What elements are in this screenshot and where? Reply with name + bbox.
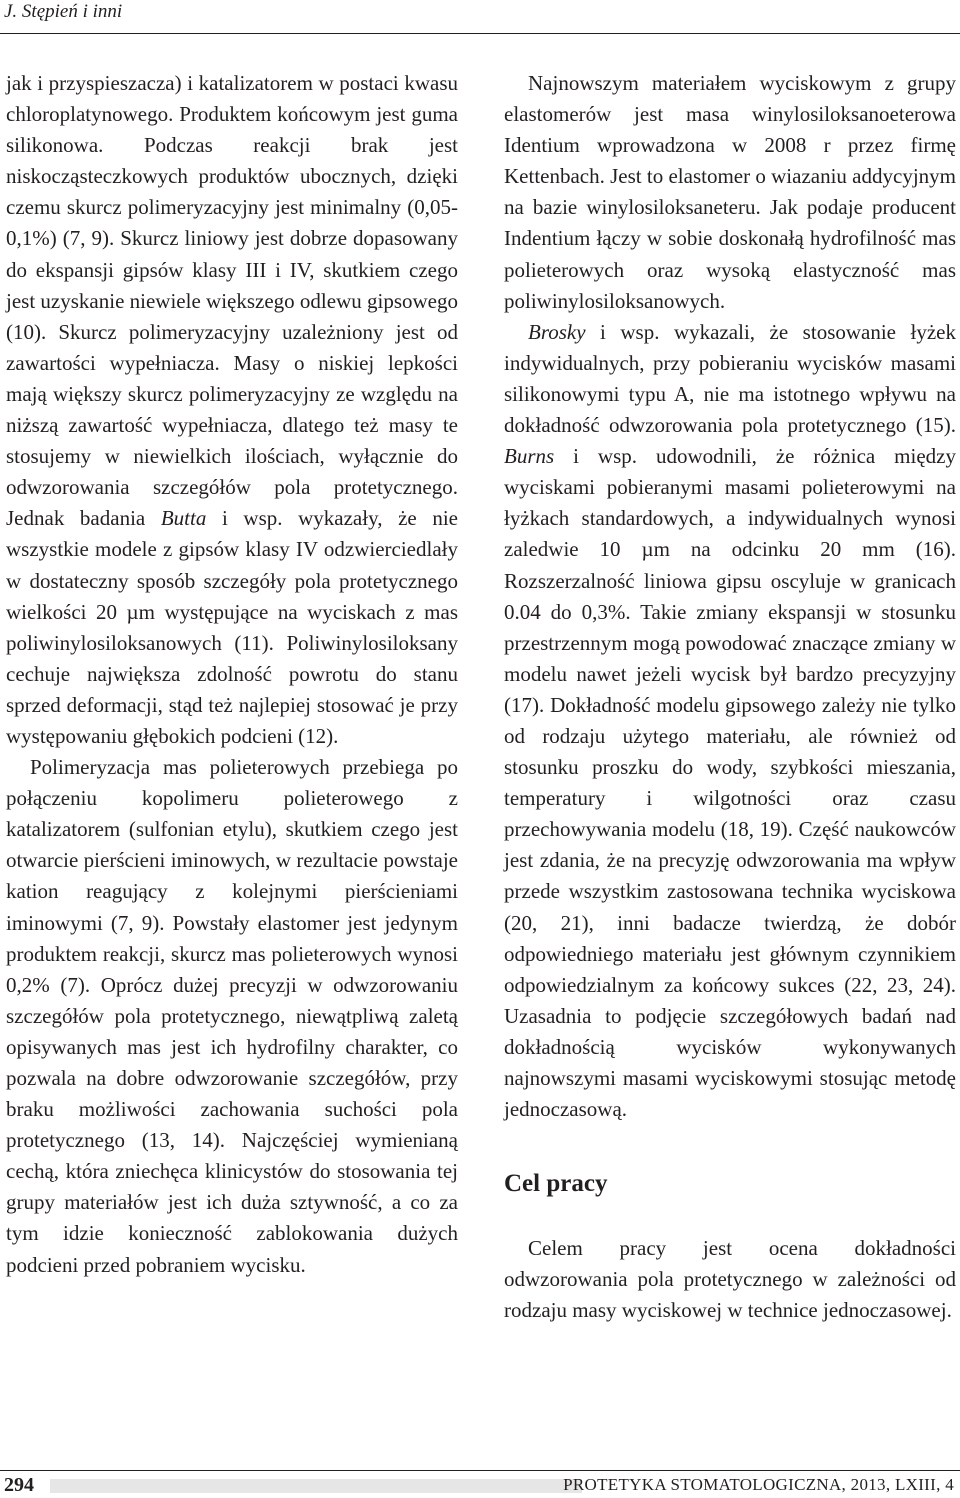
right-column — [504, 68, 956, 1326]
left-paragraph-1 — [6, 68, 458, 752]
left-paragraph-2: Polimeryzacja mas polieterowych przebiega po połączeniu kopolimeru polieterowego z katalizatorem (sulfonian etylu), skutkiem czego jest otwarcie pierścieni iminowych, w rezultacie powstaje kation reagujący z kolejnymi pierścieniami iminowymi (7, 9). Powstały elastomer jest jedynym produktem reakcji, skurcz mas polieterowych wynosi 0,2% (7). Oprócz dużej precyzji w odwzorowaniu szczegółów pola protetycznego, niewątpliwą zaletą opisywanych mas jest ich hydrofilny charakter, co pozwala na dobre odwzorowanie szczegółów, przy braku możliwości zachowania suchości pola protetycznego (13, 14). Najczęściej wymienianą cechą, która zniechęca klinicystów do stosowania tej grupy materiałów jest ich duża sztywność, a co za tym idzie konieczność zablokowania dużych podcieni przed pobraniem wycisku. — [6, 755, 458, 1277]
left-paragraph-1-text-b: i wsp. wykazały, że nie wszystkie modele z gipsów klasy IV odzwierciedlały w dostateczny sposób szczegóły pola protetycznego wielkości 20 µm występujące na wyciskach z mas poliwinylosiloksanowych (11). Poliwinylosiloksany cechuje największa zdolność powrotu do stanu sprzed deformacji, stąd też najlepiej stosować je przy występowaniu głębokich podcieni (12). — [6, 506, 458, 748]
left-column — [6, 68, 458, 1281]
author-brosky: Brosky — [528, 319, 586, 344]
footer-rule — [0, 1470, 960, 1471]
right-paragraph-2-text-b: i wsp. udowodnili, że różnica między wyciskami pobieranymi masami polieterowymi na łyżkach standardowych, a indywidualnych wynosi zaledwie 10 µm na odcinku 20 mm (16). Rozszerzalność liniowa gipsu oscyluje w granicach 0.04 do 0,3%. Takie zmiany ekspansji w stosunku przestrzennym mogą powodować znaczące zmiany w modelu nawet jeżeli wycisk był bardzo precyzyjny (17). Dokładność modelu gipsowego zależy nie tylko od rodzaju użytego materiału, ale również od stosunku proszku do wody, szybkości mieszania, temperatury i wilgotności oraz czasu przechowywania modelu (18, 19). Część naukowców jest zdania, że na precyzję odwzorowania ma wpływ przede wszystkim zastosowana technika wyciskowa (20, 21), inni badacze twierdzą, że dobór odpowiedniego materiału jest głównym czynnikiem odpowiedzialnym za końcowy sukces (22, 23, 24). Uzasadnia to podjęcie szczegółowych badań nad dokładnością wycisków wykonywanych najnowszymi masami wyciskowymi stosując metodę jednoczasową. — [504, 444, 956, 1122]
header-rule — [0, 33, 960, 34]
left-paragraph-1-text-a: jak i przyspieszacza) i katalizatorem w postaci kwasu chloroplatynowego. Produktem końcowym jest guma silikonowa. Podczas reakcji brak jest niskocząsteczkowych produktów ubocznych, dzięki czemu skurcz polimeryzacyjny jest minimalny (0,05-0,1%) (7, 9). Skurcz liniowy jest dobrze dopasowany do ekspansji gipsów klasy III i IV, skutkiem czego jest uzyskanie niewiele większego odlewu gipsowego (10). Skurcz polimeryzacyjny uzależniony jest od zawartości wypełniacza. Masy o niskiej lepkości mają większy skurcz polimeryzacyjny ze względu na niższą zawartość wypełniacza, dlatego też masy te stosujemy w niewielkich ilościach, wyłącznie do odwzorowania szczegółów pola protetycznego. Jednak badania — [6, 71, 458, 531]
right-paragraph-2 — [504, 317, 956, 1125]
running-head: J. Stępień i inni — [4, 1, 123, 22]
right-paragraph-3: Celem pracy jest ocena dokładności odwzorowania pola protetycznego w zależności od rodzaju masy wyciskowej w technice jednoczasowej. — [504, 1236, 956, 1323]
right-paragraph-2-text-a: i wsp. wykazali, że stosowanie łyżek indywidualnych, przy pobieraniu wycisków masami silikonowymi typu A, nie ma istotnego wpływu na dokładność odwzorowania pola protetycznego (15). — [504, 319, 956, 438]
footer-bar — [50, 1479, 582, 1493]
author-butta: Butta — [160, 506, 207, 531]
page-number: 294 — [4, 1474, 34, 1496]
section-heading-cel-pracy: Cel pracy — [504, 1170, 608, 1198]
author-burns: Burns — [504, 444, 555, 469]
journal-name: PROTETYKA STOMATOLOGICZNA, 2013, LXIII, 4 — [563, 1475, 954, 1494]
right-paragraph-1: Najnowszym materiałem wyciskowym z grupy elastomerów jest masa winylosiloksanoeterowa Identium wprowadzona w 2008 r przez firmę Kettenbach. Jest to elastomer o wiazaniu addycyjnym na bazie winylosiloksaneteru. Jak podaje producent Indentium łączy w sobie doskonałą hydrofilność mas polieterowych oraz wysoką elastyczność mas poliwinylosiloksanowych. — [504, 71, 956, 313]
